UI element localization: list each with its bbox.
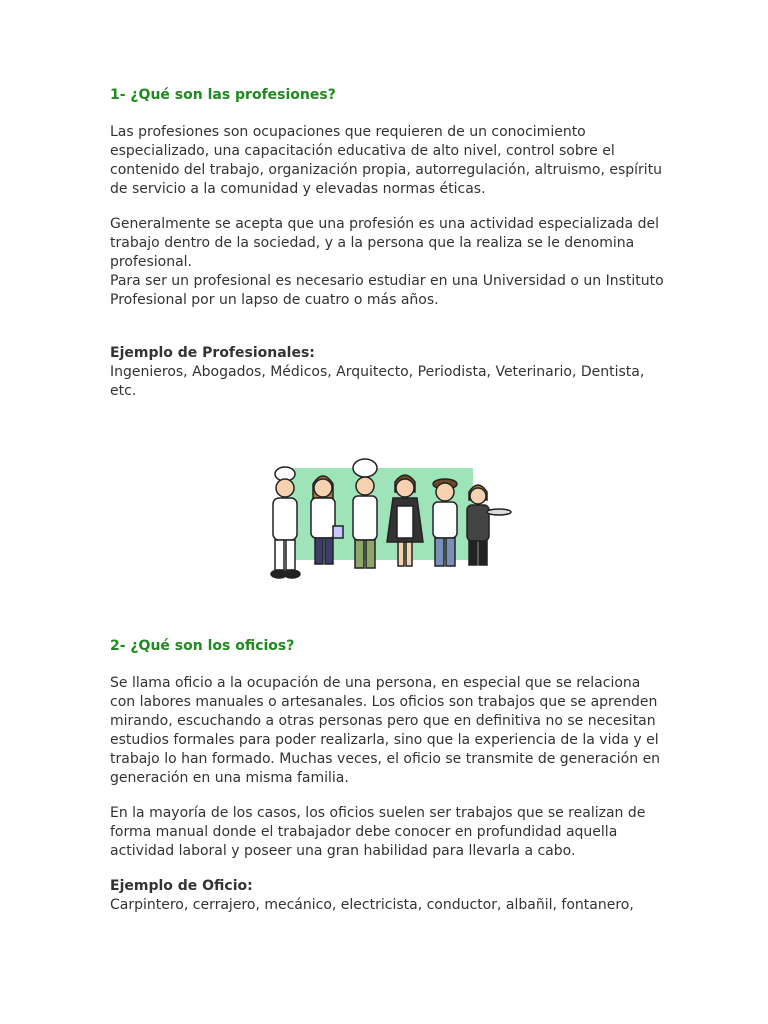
section2-example-text: Carpintero, cerrajero, mecánico, electricista, conductor, albañil, fontanero, bbox=[110, 897, 634, 913]
section1-heading: 1- ¿Qué son las profesiones? bbox=[110, 87, 336, 103]
section1-paragraph-1: Las profesiones son ocupaciones que requieren de un conocimiento especializado, una capacitación educativa de alto nivel, control sobre el contenido del trabajo, organización propia, autorregulación, altruismo, espíritu de servicio a la comunidad y elevadas normas éticas. bbox=[110, 124, 663, 197]
section1-example-text: Ingenieros, Abogados, Médicos, Arquitecto, Periodista, Veterinario, Dentista, etc. bbox=[110, 364, 645, 399]
group-of-workers-illustration bbox=[255, 456, 515, 588]
section1-paragraph-2: Generalmente se acepta que una profesión es una actividad especializada del trabajo dentro de la sociedad, y a la persona que la realiza se le denomina profesional. Para ser un profesional es necesario estudiar en una Universidad o un Instituto Profesional por un lapso de cuatro o más años. bbox=[110, 216, 664, 308]
section2-heading: 2- ¿Qué son los oficios? bbox=[110, 638, 295, 654]
section2-paragraph-2: En la mayoría de los casos, los oficios suelen ser trabajos que se realizan de forma manual donde el trabajador debe conocer en profundidad aquella actividad laboral y poseer una gran habilidad para llevarla a cabo. bbox=[110, 805, 646, 859]
section2-paragraph-1: Se llama oficio a la ocupación de una persona, en especial que se relaciona con labores manuales o artesanales. Los oficios son trabajos que se aprenden mirando, escuchando a otras personas pero que en definitiva no se necesitan estudios formales para poder realizarla, sino que la experiencia de la vida y el trabajo lo han formado. Muchas veces, el oficio se transmite de generación en generación en una misma familia. bbox=[110, 675, 661, 786]
worker-figure-waiter bbox=[467, 485, 511, 565]
section2-example-label: Ejemplo de Oficio: bbox=[110, 878, 253, 894]
section1-example-label: Ejemplo de Profesionales: bbox=[110, 345, 315, 361]
